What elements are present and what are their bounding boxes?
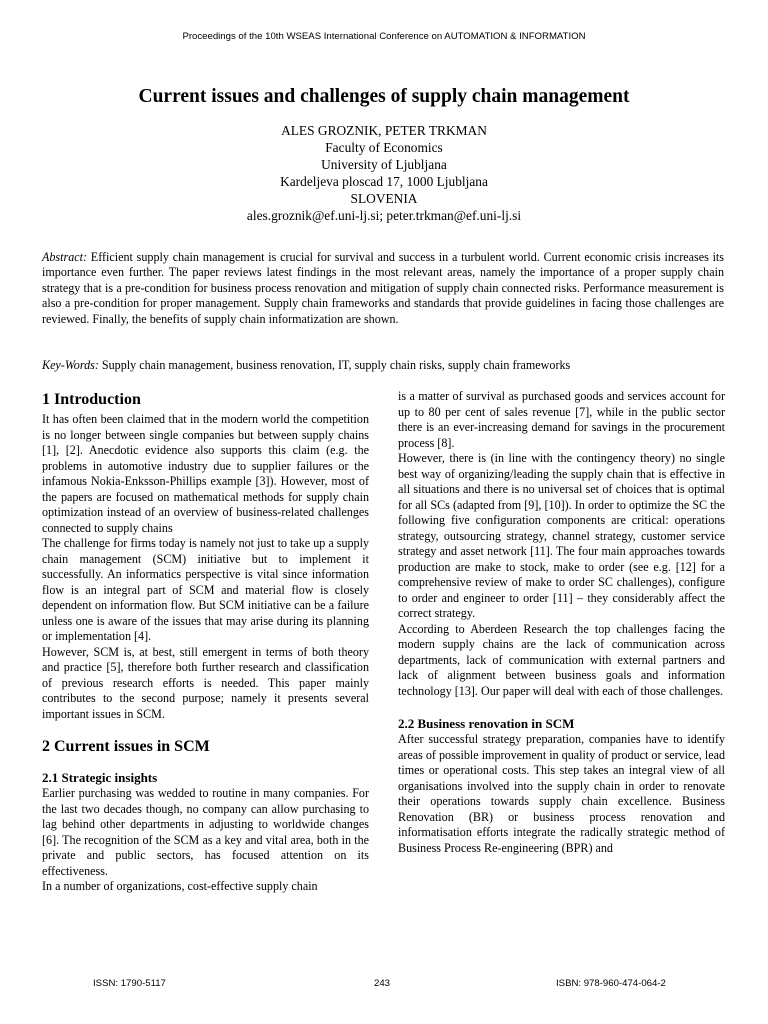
abstract xyxy=(42,250,724,327)
running-header: Proceedings of the 10th WSEAS International Conference on AUTOMATION & INFORMATION xyxy=(182,31,586,42)
abstract-text: Efficient supply chain management is crucial for survival and success in a turbulent world. Current economic crisis increases its importance even further. The paper reviews latest findings in the most relevant areas, namely the importance of a proper supply chain strategy that is a pre-condition for business process renovation and mitigation of supply chain connected risks. Performance measurement is also a pre-condition for proper management. Supply chain frameworks and standards that provide guidelines in facing those challenges are reviewed. Finally, the benefits of supply chain informatization are shown. xyxy=(42,250,724,326)
section-2-heading: 2 Current issues in SCM xyxy=(42,738,210,755)
section-1-heading: 1 Introduction xyxy=(42,391,141,408)
keywords-text: Supply chain management, business renovation, IT, supply chain risks, supply chain frameworks xyxy=(98,358,571,372)
subsection-2-1-heading: 2.1 Strategic insights xyxy=(42,770,158,785)
right-paragraph-3: According to Aberdeen Research the top challenges facing the modern supply chains are the lack of communication across departments, lack of communication with external partners and lack of alignment between business goals and information technology [13]. Our paper will deal with each of those challenges. xyxy=(398,621,725,698)
keywords-label: Key-Words: xyxy=(42,358,99,372)
renovation-paragraph-1: After successful strategy preparation, companies have to identify areas of possible improvement in quality of product or service, lead times or operational costs. This step takes an integral view of all organisations involved into the supply chain in order to renovate their operations towards supply chain excellence. Business Renovation (BR) or business process renovation and informatisation efforts integrate the radically strategic method of Business Process Re-engineering (BPR) and xyxy=(398,732,725,855)
right-paragraph-2: However, there is (in line with the contingency theory) no single best way of organizing/leading the supply chain that is effective in all situations and there is no universal set of choices that is optimal for all SCs (adapted from [9], [10]). In order to optimize the SC the following five configuration components are critical: operations strategy, outsourcing strategy, channel strategy, customer service strategy and asset network [11]. The four main approaches towards production are make to stock, make to order (see e.g. [12] for a comprehensive review of make to order SC challenges), configure to order and engineer to order [11] – they considerably affect the correct strategy. xyxy=(398,451,725,620)
footer-page-number: 243 xyxy=(374,978,391,989)
author-university: University of Ljubljana xyxy=(321,157,447,172)
author-block xyxy=(0,122,768,224)
intro-paragraph-2: The challenge for firms today is namely not just to take up a supply chain management (SCM) initiative but to implement it successfully. An informatics perspective is vital since information flow is an integral part of SCM and material flow is closely dependent on information flow. But SCM initiative can be a failure unless one is aware of the issues that may arise during its planning or implementation [4]. xyxy=(42,536,369,643)
left-column xyxy=(42,390,369,895)
footer-isbn: ISBN: 978-960-474-064-2 xyxy=(556,978,666,989)
author-address: Kardeljeva ploscad 17, 1000 Ljubljana xyxy=(280,174,488,189)
intro-paragraph-3: However, SCM is, at best, still emergent in terms of both theory and practice [5], therefore both further research and classification of previous research efforts is needed. This paper mainly contributes to the second purpose; namely it presents several important issues in SCM. xyxy=(42,644,369,721)
keywords xyxy=(42,358,724,373)
author-emails: ales.groznik@ef.uni-lj.si; peter.trkman@ef.uni-lj.si xyxy=(246,208,522,223)
footer-issn: ISSN: 1790-5117 xyxy=(93,978,166,989)
right-paragraph-1: is a matter of survival as purchased goods and services account for up to 80 per cent of sales revenue [7], while in the public sector there is an ever-increasing demand for savings in the procurement process [8]. xyxy=(398,389,725,450)
subsection-2-2-heading: 2.2 Business renovation in SCM xyxy=(398,716,575,731)
right-column xyxy=(398,389,725,856)
author-names: ALES GROZNIK, PETER TRKMAN xyxy=(281,123,487,138)
author-country: SLOVENIA xyxy=(350,191,418,206)
author-faculty: Faculty of Economics xyxy=(325,140,443,155)
abstract-label: Abstract: xyxy=(42,250,88,264)
intro-paragraph-1: It has often been claimed that in the modern world the competition is no longer between single companies but between supply chains [1], [2]. Anecdotic evidence also supports this claim (e.g. the problems in automotive industry due to supplier failures or the infamous Nokia-Enksson-Phillips example [3]). However, most of the papers are focused on mathematical methods for supply chain optimization instead of an overview of business-related challenges connected to supply chains xyxy=(42,412,369,535)
paper-title: Current issues and challenges of supply chain management xyxy=(138,86,630,107)
strategic-paragraph-1: Earlier purchasing was wedded to routine in many companies. For the last two decades though, no company can allow purchasing to lag behind other departments in adjusting to worldwide changes [6]. The recognition of the SCM as a key and vital area, both in the private and public sectors, has focused attention on its effectiveness. xyxy=(42,786,369,878)
strategic-paragraph-2: In a number of organizations, cost-effective supply chain xyxy=(42,879,318,893)
